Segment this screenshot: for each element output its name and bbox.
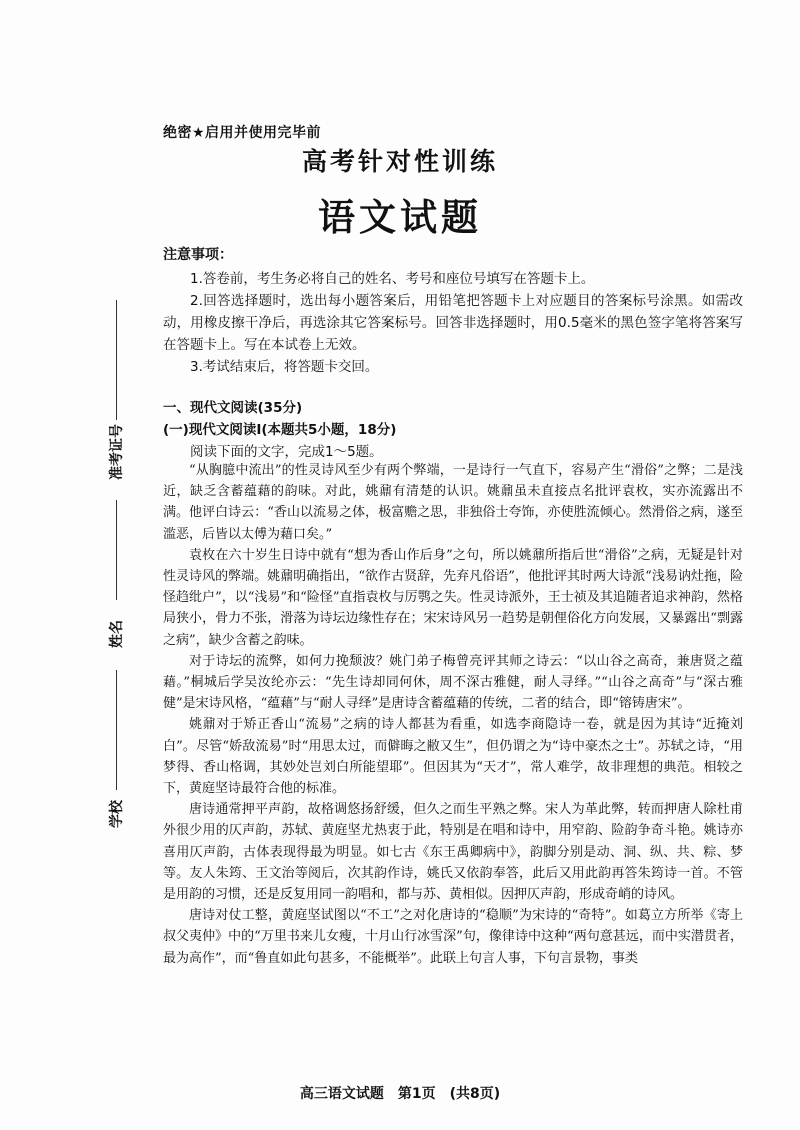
secret-label: 绝密★启用并使用完毕前 bbox=[163, 125, 322, 141]
notice-heading: 注意事项： bbox=[163, 247, 233, 263]
school-field bbox=[96, 792, 136, 832]
notice-item: 3.考试结束后，将答题卡交回。 bbox=[190, 359, 379, 375]
passage-paragraph: 袁枚在六十岁生日诗中就有“想为香山作后身”之句，所以姚鼐所指后世“滑俗”之病，无疑是针对性灵诗风的弊端。姚鼐明确指出，“欲作古贤辞，先弃凡俗语”，他批评其时两大诗派“浅易讷灶拖，险怪趋纰户”，以“浅易”和“险怪”直指袁枚与厉鹗之失。性灵诗派外，王士祯及其追随者追求神韵，然格局狭小，骨力不张，滑落为诗坛边缘性存在；宋宋诗风另一趋势是朝俚俗化方向发展，又暴露出“剽露之病”，缺少含蓄之韵味。 bbox=[163, 547, 743, 648]
name-line bbox=[116, 500, 117, 600]
exam-number-label: 准考证号 bbox=[109, 424, 125, 480]
passage-paragraph: 姚鼐对于矫正香山“流易”之病的诗人都甚为看重，如选李商隐诗一卷，就是因为其诗“近掩刘白”。尽管“娇敌流易”时“用思太过，而僻晦之敝又生”，但仍谓之为“诗中豪杰之士”。苏轼之诗，“用梦得、香山格调，其妙处岂刘白所能望耶”。但因其为“天才”，常人难学，故非理想的典范。相较之下，黄庭坚诗最符合他的标准。 bbox=[163, 717, 743, 797]
page-footer: 高三语文试题 第1页 (共8页) bbox=[299, 1086, 501, 1102]
name-label: 姓名 bbox=[109, 620, 125, 648]
name-field bbox=[96, 612, 136, 652]
subsection-heading: (一)现代文阅读Ⅰ(本题共5小题，18分) bbox=[163, 422, 397, 438]
notice-item: 2.回答选择题时，选出每小题答案后，用铅笔把答题卡上对应题目的答案标号涂黑。如需改动，用橡皮擦干净后，再选涂其它答案标号。回答非选择题时，用0.5毫米的黑色签字笔将答案写在答题卡上。写在本试卷上无效。 bbox=[163, 293, 743, 353]
passage-paragraph: “从胸臆中流出”的性灵诗风至少有两个弊端，一是诗行一气直下，容易产生“滑俗”之弊；二是浅近，缺乏含蓄蕴藉的韵味。对此，姚鼐有清楚的认识。姚鼐虽未直接点名批评袁枚，实亦流露出不满。他评白诗云：“香山以流易之体，极富赡之思，非独俗士夸饰，亦使胜流倾心。然滑俗之病，遂至滥恶，后皆以太傅为藉口矣。” bbox=[163, 463, 743, 542]
passage-paragraph: 唐诗通常押平声韵，故格调悠扬舒缓，但久之而生平熟之弊。宋人为革此弊，转而押唐人除杜甫外很少用的仄声韵，苏轼、黄庭坚尤热衷于此，特别是在唱和诗中，用窄韵、险韵争奇斗艳。姚诗亦喜用仄声韵，古体表现得最为明显。如七古《东王禹卿病中》，韵脚分别是动、洞、纵、共、粽、梦等。友人朱筠、王文治等阅后，次其韵作诗，姚氏又依韵奉答，此后又用此韵再答朱筠诗一首。不管是用韵的习惯，还是反复用同一韵唱和，都与苏、黄相似。因押仄声韵，形成奇峭的诗风。 bbox=[163, 802, 743, 903]
exam-number-line bbox=[116, 300, 117, 420]
notice-item: 1.答卷前，考生务必将自己的姓名、考号和座位号填写在答题卡上。 bbox=[190, 271, 595, 287]
section-heading: 一、现代文阅读(35分) bbox=[163, 400, 303, 416]
reading-passage bbox=[163, 460, 743, 969]
passage-paragraph: 唐诗对仗工整，黄庭坚试图以“不工”之对化唐诗的“稳顺”为宋诗的“奇特”。如葛立方所举《寄上叔父夷仲》中的“万里书来儿女瘦，十月山行冰雪深”句，像律诗中这种“两句意甚远，而中实潜贯者，最为高作”，而“鲁直如此句甚多，不能概举”。此联上句言人事，下句言景物，事类 bbox=[163, 908, 743, 966]
notice-list bbox=[163, 268, 743, 378]
school-label: 学校 bbox=[109, 800, 125, 828]
subject-title: 语文试题 bbox=[318, 196, 482, 239]
exam-title: 高考针对性训练 bbox=[301, 147, 498, 176]
reading-instruction: 阅读下面的文字，完成1～5题。 bbox=[190, 444, 383, 460]
school-line bbox=[116, 670, 117, 790]
exam-number-field bbox=[96, 420, 136, 480]
passage-paragraph: 对于诗坛的流弊，如何力挽颓波？姚门弟子梅曾亮评其师之诗云：“以山谷之高奇，兼唐贤之蕴藉。”桐城后学吴汝纶亦云：“先生诗却同何休，周不深古雅健，耐人寻绎。”“山谷之高奇”与“深古雅健”是宋诗风格，“蕴藉”与“耐人寻绎”是唐诗含蓄蕴藉的传统，二者的结合，即“镕铸唐宋”。 bbox=[163, 653, 743, 712]
